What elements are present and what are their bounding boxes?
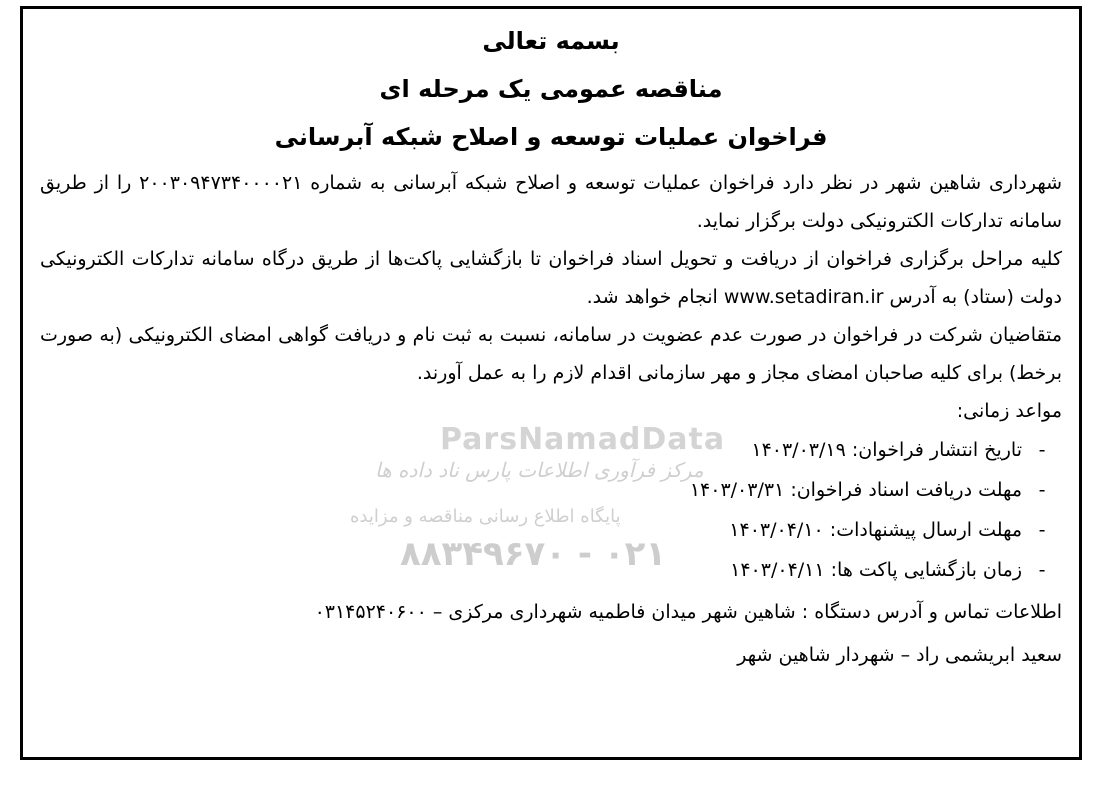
list-dash: - — [1038, 479, 1046, 501]
watermark-line1: مرکز فرآوری اطلاعات پارس ناد داده ها — [375, 458, 704, 482]
paragraph-process — [40, 240, 1062, 316]
paragraph-intro: شهرداری شاهین شهر در نظر دارد فراخوان عملیات توسعه و اصلاح شبکه آبرسانی به شماره ۲۰۰۳۰۹۴۷۳۴۰۰۰۰۲۱ را از طریق سامانه تدارکات الکترونیکی دولت برگزار نماید. — [40, 172, 1062, 232]
list-item — [40, 550, 1062, 590]
list-item — [40, 510, 1062, 550]
heading-tender-type: مناقصه عمومی یک مرحله ای — [379, 75, 723, 103]
deadline-opening: زمان بازگشایی پاکت ها: ۱۴۰۳/۰۴/۱۱ — [730, 559, 1022, 581]
notice-content — [40, 24, 1062, 674]
deadline-publish-date: تاریخ انتشار فراخوان: ۱۴۰۳/۰۳/۱۹ — [751, 439, 1022, 461]
contact-info: اطلاعات تماس و آدرس دستگاه : شاهین شهر میدان فاطمیه شهرداری مرکزی – ۰۳۱۴۵۲۴۰۶۰۰ — [314, 601, 1062, 623]
list-dash: - — [1038, 439, 1046, 461]
paragraph-applicants: متقاضیان شرکت در فراخوان در صورت عدم عضویت در سامانه، نسبت به ثبت نام و دریافت گواهی امضای الکترونیکی (به صورت برخط) برای کلیه صاحبان امضای مجاز و مهر سازمانی اقدام لازم را به عمل آورند. — [40, 324, 1062, 384]
list-item — [40, 470, 1062, 510]
heading-basmala: بسمه تعالی — [482, 27, 620, 55]
paragraph-process-text: کلیه مراحل برگزاری فراخوان از دریافت و تحویل اسناد فراخوان تا بازگشایی پاکت‌ها از طریق درگاه سامانه تدارکات الکترونیکی دولت (ستاد) به آدرس — [40, 248, 1062, 308]
watermark-line2: پایگاه اطلاع رسانی مناقصه و مزایده — [350, 506, 621, 527]
list-dash: - — [1038, 559, 1046, 581]
list-dash: - — [1038, 519, 1046, 541]
watermark-phone: ۰۲۱ - ۸۸۳۴۹۶۷۰ — [400, 534, 667, 574]
deadlines-label: مواعد زمانی: — [956, 400, 1062, 422]
setad-link[interactable]: www.setadiran.ir — [723, 286, 884, 308]
watermark-brand: ParsNamadData — [440, 422, 726, 457]
signature: سعید ابریشمی راد – شهردار شاهین شهر — [737, 644, 1062, 666]
deadline-bids: مهلت ارسال پیشنهادات: ۱۴۰۳/۰۴/۱۰ — [729, 519, 1022, 541]
paragraph-process-end: انجام خواهد شد. — [586, 286, 718, 308]
deadline-documents: مهلت دریافت اسناد فراخوان: ۱۴۰۳/۰۳/۳۱ — [689, 479, 1022, 501]
deadlines-list — [40, 430, 1062, 590]
list-item — [40, 430, 1062, 470]
heading-tender-title: فراخوان عملیات توسعه و اصلاح شبکه آبرسانی — [274, 123, 828, 151]
